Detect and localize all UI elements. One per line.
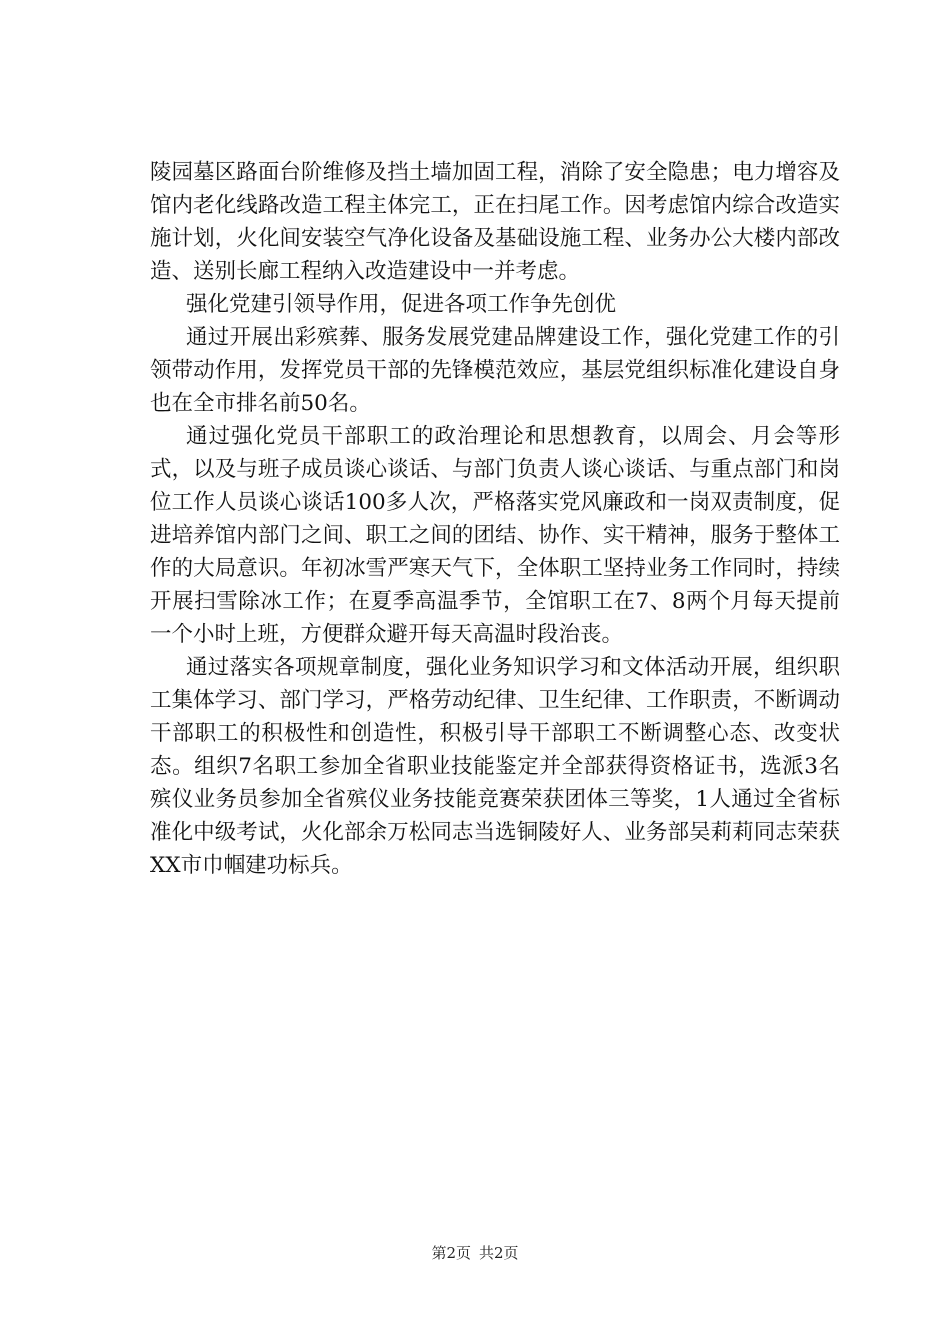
- paragraph-rules-and-awards: 通过落实各项规章制度，强化业务知识学习和文体活动开展，组织职工集体学习、部门学习，严格劳动纪律、卫生纪律、工作职责，不断调动干部职工的积极性和创造性，积极引导干部职工不断调整心态、改变状态。组织7名职工参加全省职业技能鉴定并全部获得资格证书，选派3名殡仪业务员参加全省殡仪业务技能竞赛荣获团体三等奖，1人通过全省标准化中级考试，火化部余万松同志当选铜陵好人、业务部吴莉莉同志荣获XX市巾帼建功标兵。: [150, 655, 840, 878]
- paragraph-party-brand: 通过开展出彩殡葬、服务发展党建品牌建设工作，强化党建工作的引领带动作用，发挥党员干部的先锋模范效应，基层党组织标准化建设自身也在全市排名前50名。: [150, 325, 840, 416]
- document-body: [150, 156, 840, 882]
- page-number: 第2页: [431, 1244, 471, 1262]
- paragraph-political-education: 通过强化党员干部职工的政治理论和思想教育，以周会、月会等形式，以及与班子成员谈心谈话、与部门负责人谈心谈话、与重点部门和岗位工作人员谈心谈话100多人次，严格落实党风廉政和一岗双责制度，促进培养馆内部门之间、职工之间的团结、协作、实干精神，服务于整体工作的大局意识。年初冰雪严寒天气下，全体职工坚持业务工作同时，持续开展扫雪除冰工作；在夏季高温季节，全馆职工在7、8两个月每天提前一个小时上班，方便群众避开每天高温时段治丧。: [150, 424, 840, 647]
- section-heading-party-building: 强化党建引领导作用，促进各项工作争先创优: [186, 292, 617, 317]
- page-footer: [0, 1243, 950, 1263]
- paragraph-construction-projects: 陵园墓区路面台阶维修及挡土墙加固工程，消除了安全隐患；电力增容及馆内老化线路改造工程主体完工，正在扫尾工作。因考虑馆内综合改造实施计划，火化间安装空气净化设备及基础设施工程、业务办公大楼内部改造、送别长廊工程纳入改造建设中一并考虑。: [150, 160, 840, 284]
- page-total: 共2页: [479, 1244, 519, 1262]
